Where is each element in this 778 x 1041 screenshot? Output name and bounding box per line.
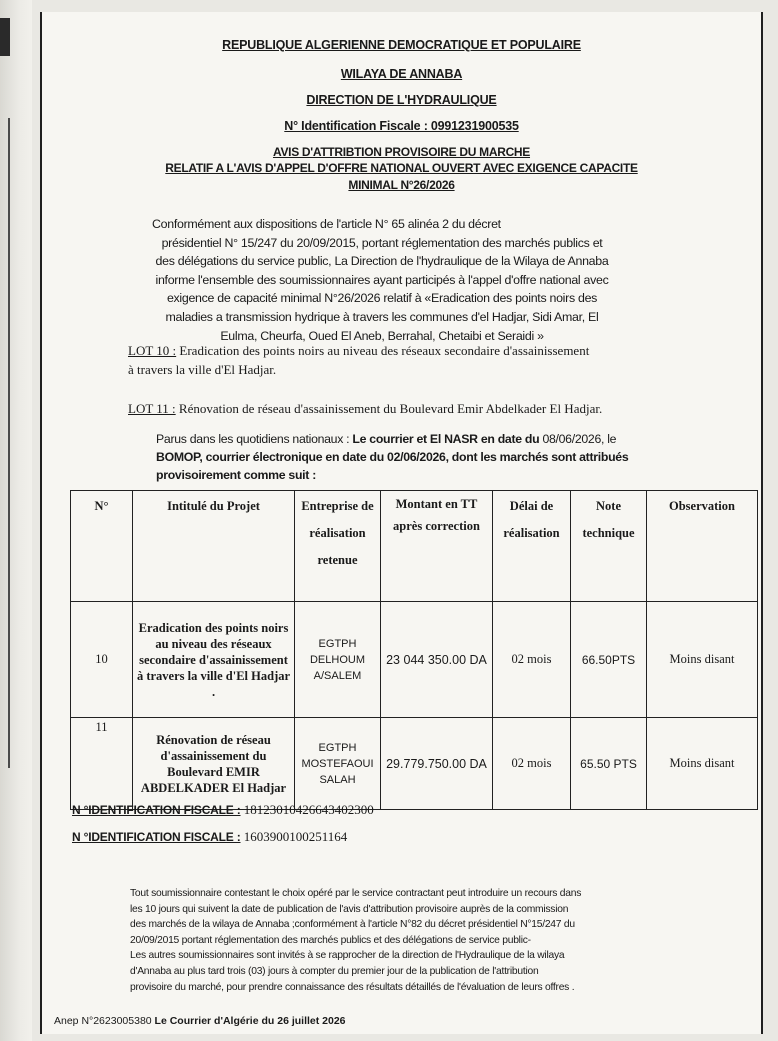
cell-project: Eradication des points noirs au niveau des réseaux secondaire d'assainissement à travers la ville d'El Hadjar .: [133, 602, 295, 718]
notice-line: 20/09/2015 portant réglementation des marchés publics et des délégations de service public-: [130, 934, 531, 946]
col-header-project: Intitulé du Projet: [133, 491, 295, 602]
notice-line: des marchés de la wilaya de Annaba ;conformément à l'article N°82 du décret présidentiel N°15/247 du: [130, 919, 575, 931]
enterprise-line: SALAH: [319, 773, 356, 786]
col-header-enterprise: Entreprise de réalisation retenue: [295, 491, 381, 602]
enterprise-line: MOSTEFAOUI: [301, 757, 374, 770]
intro-paragraph: [132, 215, 632, 345]
publication-info: [156, 430, 676, 484]
fiscal-id-1: [72, 802, 374, 818]
background-rule: [8, 118, 10, 768]
enterprise-line: EGTPH: [318, 741, 357, 754]
fiscal-id-2: [72, 829, 347, 845]
background-mark: [0, 18, 10, 56]
header-wilaya: WILAYA DE ANNABA: [340, 67, 463, 81]
intro-line: Conformément aux dispositions de l'article N° 65 alinéa 2 du décret: [152, 217, 501, 231]
lot-text: à travers la ville d'El Hadjar.: [128, 361, 277, 377]
col-header-num: N°: [71, 491, 133, 602]
parus-date: 08/06/2026, le: [539, 432, 617, 446]
enterprise-line: A/SALEM: [313, 669, 362, 682]
publication-footer: [54, 1015, 346, 1027]
intro-line: Eulma, Cheurfa, Oued El Aneb, Berrahal, Chetaibi et Seraidi »: [220, 328, 544, 343]
notice-line: Tout soumissionnaire contestant le choix opéré par le service contractant peut introduire un recours dans: [130, 888, 582, 899]
table-row: [71, 602, 758, 718]
col-header-delay: Délai de réalisation: [493, 491, 571, 602]
table-row: [71, 718, 758, 810]
cell-num: 10: [71, 602, 133, 718]
background-strip: [0, 0, 32, 1041]
fiscal-value: 181230104266434023​00: [240, 802, 374, 817]
intro-line: maladies a transmission hydrique à travers les communes d'el Hadjar, Sidi Amar, El: [165, 309, 599, 324]
lot-11: [128, 400, 688, 419]
header-fiscal-id: N° Identification Fiscale : 0991231900535: [284, 119, 519, 133]
parus-prefix: Parus dans les quotidiens nationaux :: [156, 432, 353, 446]
enterprise-line: EGTPH: [318, 637, 357, 650]
intro-line: des délégations du service public, La Direction de l'hydraulique de la Wilaya de Annaba: [155, 254, 609, 269]
cell-num: 11: [71, 718, 133, 810]
cell-observation: Moins disant: [647, 602, 758, 718]
parus-bomop: BOMOP, courrier électronique en date du 02/06/2026, dont les marchés sont attribués: [156, 450, 629, 464]
intro-line: informe l'ensemble des soumissionnaires ayant participés à l'appel d'offre national avec: [155, 272, 609, 287]
cell-enterprise: [295, 718, 381, 810]
intro-line: exigence de capacité minimal N°26/2026 relatif à «Eradication des points noirs des: [166, 291, 598, 306]
cell-project: Rénovation de réseau d'assainissement du Boulevard EMIR ABDELKADER El Hadjar: [133, 718, 295, 810]
title-line-1: AVIS D'ATTRIBTION PROVISOIRE DU MARCHE: [272, 145, 531, 159]
header-republic: REPUBLIQUE ALGERIENNE DEMOCRATIQUE ET POPULAIRE: [222, 38, 581, 52]
notice-document: [40, 12, 763, 1034]
parus-attribution: provisoirement comme suit :: [156, 468, 316, 482]
col-header-note: Note technique: [571, 491, 647, 602]
newspaper-source: Le Courrier d'Algérie du 26 juillet 2026: [151, 1015, 346, 1027]
cell-observation: Moins disant: [647, 718, 758, 810]
appeal-notice: [130, 886, 690, 995]
cell-note: 65.50 PTS: [571, 718, 647, 810]
cell-note: 66.50PTS: [571, 602, 647, 718]
cell-enterprise: [295, 602, 381, 718]
lot-10: [128, 342, 688, 379]
intro-line: présidentiel N° 15/247 du 20/09/2015, portant réglementation des marchés publics et: [161, 235, 603, 250]
col-header-amount: Montant en TT après correction: [381, 491, 493, 602]
title-line-3: MINIMAL N°26/2026: [348, 178, 455, 192]
cell-delay: 02 mois: [493, 718, 571, 810]
table-header-row: [71, 491, 758, 602]
lot-label: LOT 11 :: [128, 401, 176, 416]
lot-text: Rénovation de réseau d'assainissement du Boulevard Emir Abdelkader El Hadjar.: [175, 401, 603, 416]
fiscal-value: 1603900100251164: [240, 829, 348, 844]
cell-delay: 02 mois: [493, 602, 571, 718]
fiscal-label: N °IDENTIFICATION FISCALE :: [72, 830, 241, 844]
attribution-table: [70, 490, 758, 810]
lot-text: Eradication des points noirs au niveau des réseaux secondaire d'assainissement: [176, 343, 590, 358]
notice-line: provisoire du marché, pour prendre connaissance des résultats détaillés de l'évaluation de leurs offres .: [130, 981, 575, 993]
parus-newspapers: Le courrier et El NASR en date du: [352, 432, 540, 446]
enterprise-line: DELHOUM: [309, 653, 365, 666]
notice-line: les 10 jours qui suivent la date de publication de l'avis d'attribution provisoire auprès de la commission: [130, 903, 569, 915]
fiscal-label: N °IDENTIFICATION FISCALE :: [72, 803, 241, 817]
header-direction: DIRECTION DE L'HYDRAULIQUE: [306, 93, 497, 107]
col-header-observation: Observation: [647, 491, 758, 602]
title-line-2: RELATIF A L'AVIS D'APPEL D'OFFRE NATIONAL OUVERT AVEC EXIGENCE CAPACITE: [165, 161, 638, 175]
notice-line: d'Annaba au plus tard trois (03) jours à compter du premier jour de la publication de l'attribution: [130, 965, 539, 977]
lot-label: LOT 10 :: [128, 343, 177, 358]
cell-amount: 23 044 350.00 DA: [381, 602, 493, 718]
notice-line: Les autres soumissionnaires sont invités à se rapprocher de la direction de l'Hydraulique de la wilaya: [130, 950, 565, 962]
anep-reference: Anep N°2623005380: [54, 1015, 152, 1027]
cell-amount: 29.779.750.00 DA: [381, 718, 493, 810]
